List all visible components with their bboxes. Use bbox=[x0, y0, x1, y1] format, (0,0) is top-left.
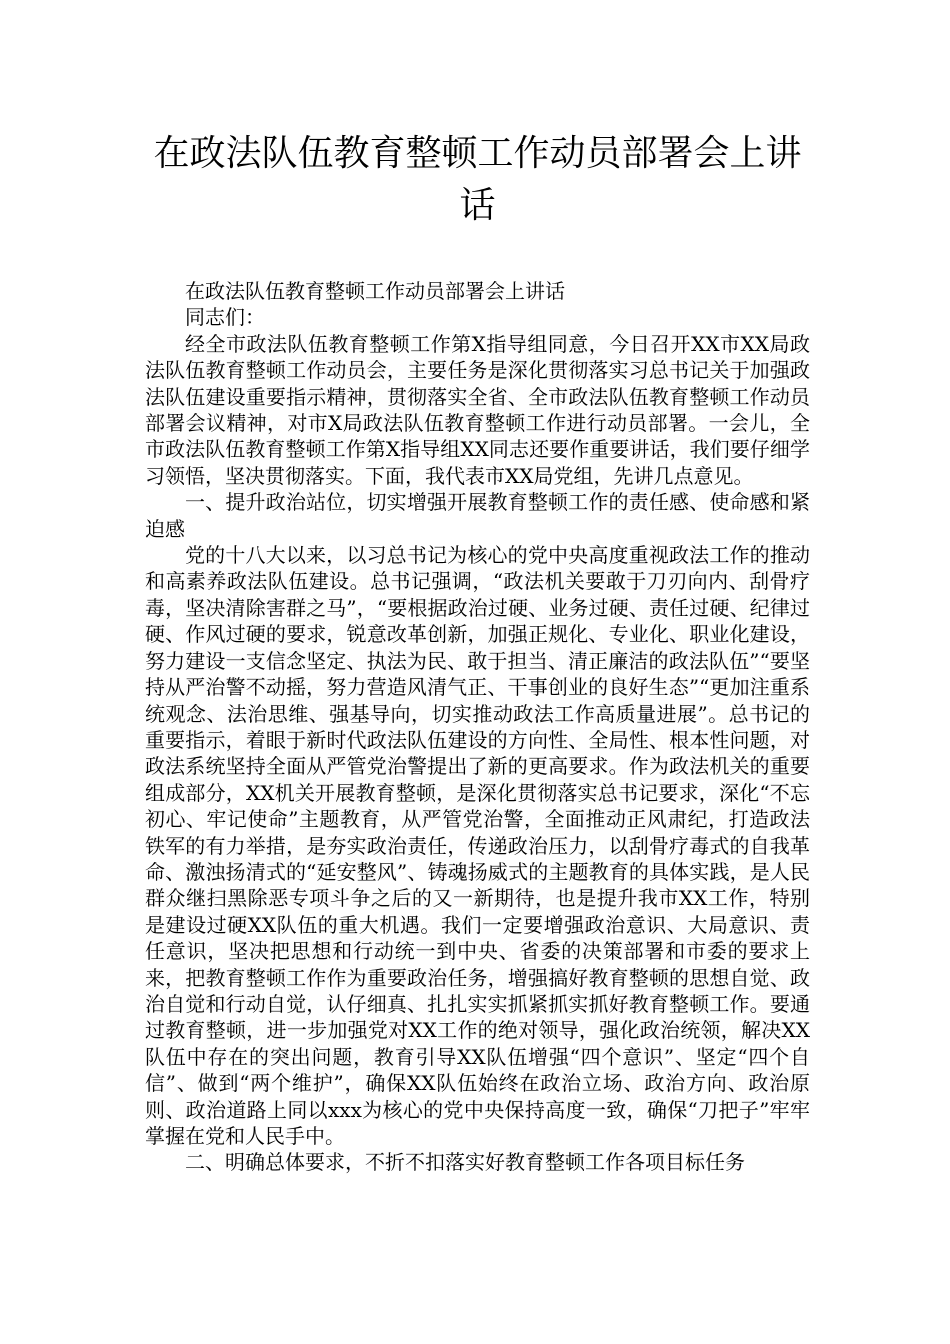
salutation-paragraph: 同志们： bbox=[185, 305, 265, 330]
document-title: 在政法队伍教育整顿工作动员部署会上讲话 bbox=[153, 133, 802, 226]
section-heading-2: 二、明确总体要求，不折不扣落实好教育整顿工作各项目标任务 bbox=[185, 1150, 745, 1175]
section-1-paragraph: 党的十八大以来，以习总书记为核心的党中央高度重视政法工作的推动和高素养政法队伍建设。总书记强调，“政法机关要敢于刀刃向内、刮骨疗毒，坚决清除害群之马”，“要根据政治过硬、业务过硬、责任过硬、纪律过硬、作风过硬的要求，锐意改革创新，加强正规化、专业化、职业化建设，努力建设一支信念坚定、执法为民、敢于担当、清正廉洁的政法队伍”“要坚持从严治警不动摇，努力营造风清气正、干事创业的良好生态”“更加注重系统观念、法治思维、强基导向，切实推动政法工作高质量进展”。总书记的重要指示，着眼于新时代政法队伍建设的方向性、全局性、根本性问题，对政法系统坚持全面从严管党治警提出了新的更高要求。作为政法机关的重要组成部分，XX机关开展教育整顿，是深化贯彻落实总书记要求，深化“不忘初心、牢记使命”主题教育，从严管党治警，全面推动正风肃纪，打造政法铁军的有力举措，是夯实政治责任，传递政治压力，以刮骨疗毒式的自我革命、激浊扬清式的“延安整风”、铸魂扬威式的主题教育的具体实践，是人民群众继扫黑除恶专项斗争之后的又一新期待，也是提升我市XX工作，特别是建设过硬XX队伍的重大机遇。我们一定要增强政治意识、大局意识、责任意识，坚决把思想和行动统一到中央、省委的决策部署和市委的要求上来，把教育整顿工作作为重要政治任务，增强搞好教育整顿的思想自觉、政治自觉和行动自觉，认仔细真、扎扎实实抓紧抓实抓好教育整顿工作。要通过教育整顿，进一步加强党对XX工作的绝对领导，强化政治统领，解决XX队伍中存在的突出问题，教育引导XX队伍增强“四个意识”、坚定“四个自信”、做到“两个维护”，确保XX队伍始终在政治立场、政治方向、政治原则、政治道路上同以xxx为核心的党中央保持高度一致，确保“刀把子”牢牢掌握在党和人民手中。 bbox=[145, 543, 810, 1148]
subtitle-paragraph: 在政法队伍教育整顿工作动员部署会上讲话 bbox=[185, 279, 565, 303]
section-heading-1: 一、提升政治站位，切实增强开展教育整顿工作的责任感、使命感和紧迫感 bbox=[145, 490, 810, 541]
intro-paragraph: 经全市政法队伍教育整顿工作第X指导组同意，今日召开XX市XX局政法队伍教育整顿工作动员会，主要任务是深化贯彻落实习总书记关于加强政法队伍建设重要指示精神，贯彻落实全省、全市政法队伍教育整顿工作动员部署会议精神，对市X局政法队伍教育整顿工作进行动员部署。一会儿，全市政法队伍教育整顿工作第X指导组XX同志还要作重要讲话，我们要仔细学习领悟，坚决贯彻落实。下面，我代表市XX局党组，先讲几点意见。 bbox=[145, 331, 810, 488]
document-page bbox=[145, 128, 810, 1176]
document-body bbox=[145, 278, 810, 1176]
